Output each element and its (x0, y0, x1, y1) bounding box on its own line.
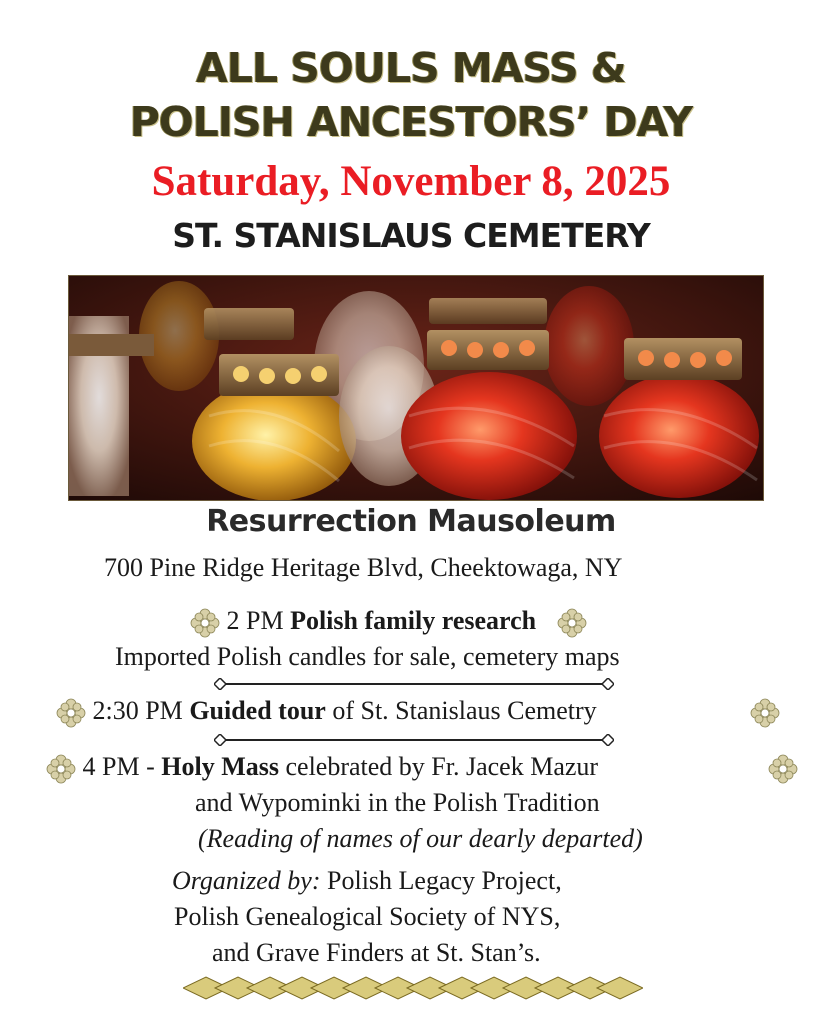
item1-time: 2 PM (226, 606, 291, 635)
item3-title: Holy Mass (161, 752, 279, 781)
organizer-1: Polish Legacy Project, (320, 866, 562, 895)
flower-ornament-icon (768, 754, 798, 784)
title-line-1: ALL SOULS MASS & (196, 44, 626, 92)
item1-title: Polish family research (290, 606, 537, 635)
item2-rest: of St. Stanislaus Cemetry (325, 696, 597, 725)
flower-ornament-icon (190, 608, 220, 638)
item3-line3: (Reading of names of our dearly departed) (198, 824, 643, 853)
candles-photo (68, 275, 764, 501)
address: 700 Pine Ridge Heritage Blvd, Cheektowaga, NY (104, 553, 623, 582)
flower-ornament-icon (750, 698, 780, 728)
organizers-line3: and Grave Finders at St. Stan’s. (212, 938, 541, 967)
cemetery-name: ST. STANISLAUS CEMETERY (172, 216, 650, 255)
organizers-line2: Polish Genealogical Society of NYS, (174, 902, 561, 931)
organized-by-label: Organized by: (172, 866, 321, 895)
title-line-2: POLISH ANCESTORS’ DAY (129, 98, 693, 146)
location-name: Resurrection Mausoleum (206, 504, 616, 539)
flower-ornament-icon (557, 608, 587, 638)
item2-time: 2:30 PM (92, 696, 190, 725)
item3-rest: celebrated by Fr. Jacek Mazur (278, 752, 599, 781)
item2-title: Guided tour (189, 696, 326, 725)
item1-detail: Imported Polish candles for sale, cemetery maps (115, 642, 620, 671)
schedule-item-1 (190, 606, 587, 638)
organizers-line1 (172, 866, 562, 896)
event-date: Saturday, November 8, 2025 (151, 158, 671, 205)
diamond-chain-border (183, 973, 643, 1003)
schedule-item-3 (46, 752, 598, 784)
item3-line2: and Wypominki in the Polish Tradition (195, 788, 600, 817)
schedule-item-2 (56, 696, 597, 728)
divider-line (214, 678, 614, 690)
divider-line (214, 734, 614, 746)
flower-ornament-icon (56, 698, 86, 728)
flower-ornament-icon (46, 754, 76, 784)
item3-time: 4 PM - (82, 752, 162, 781)
